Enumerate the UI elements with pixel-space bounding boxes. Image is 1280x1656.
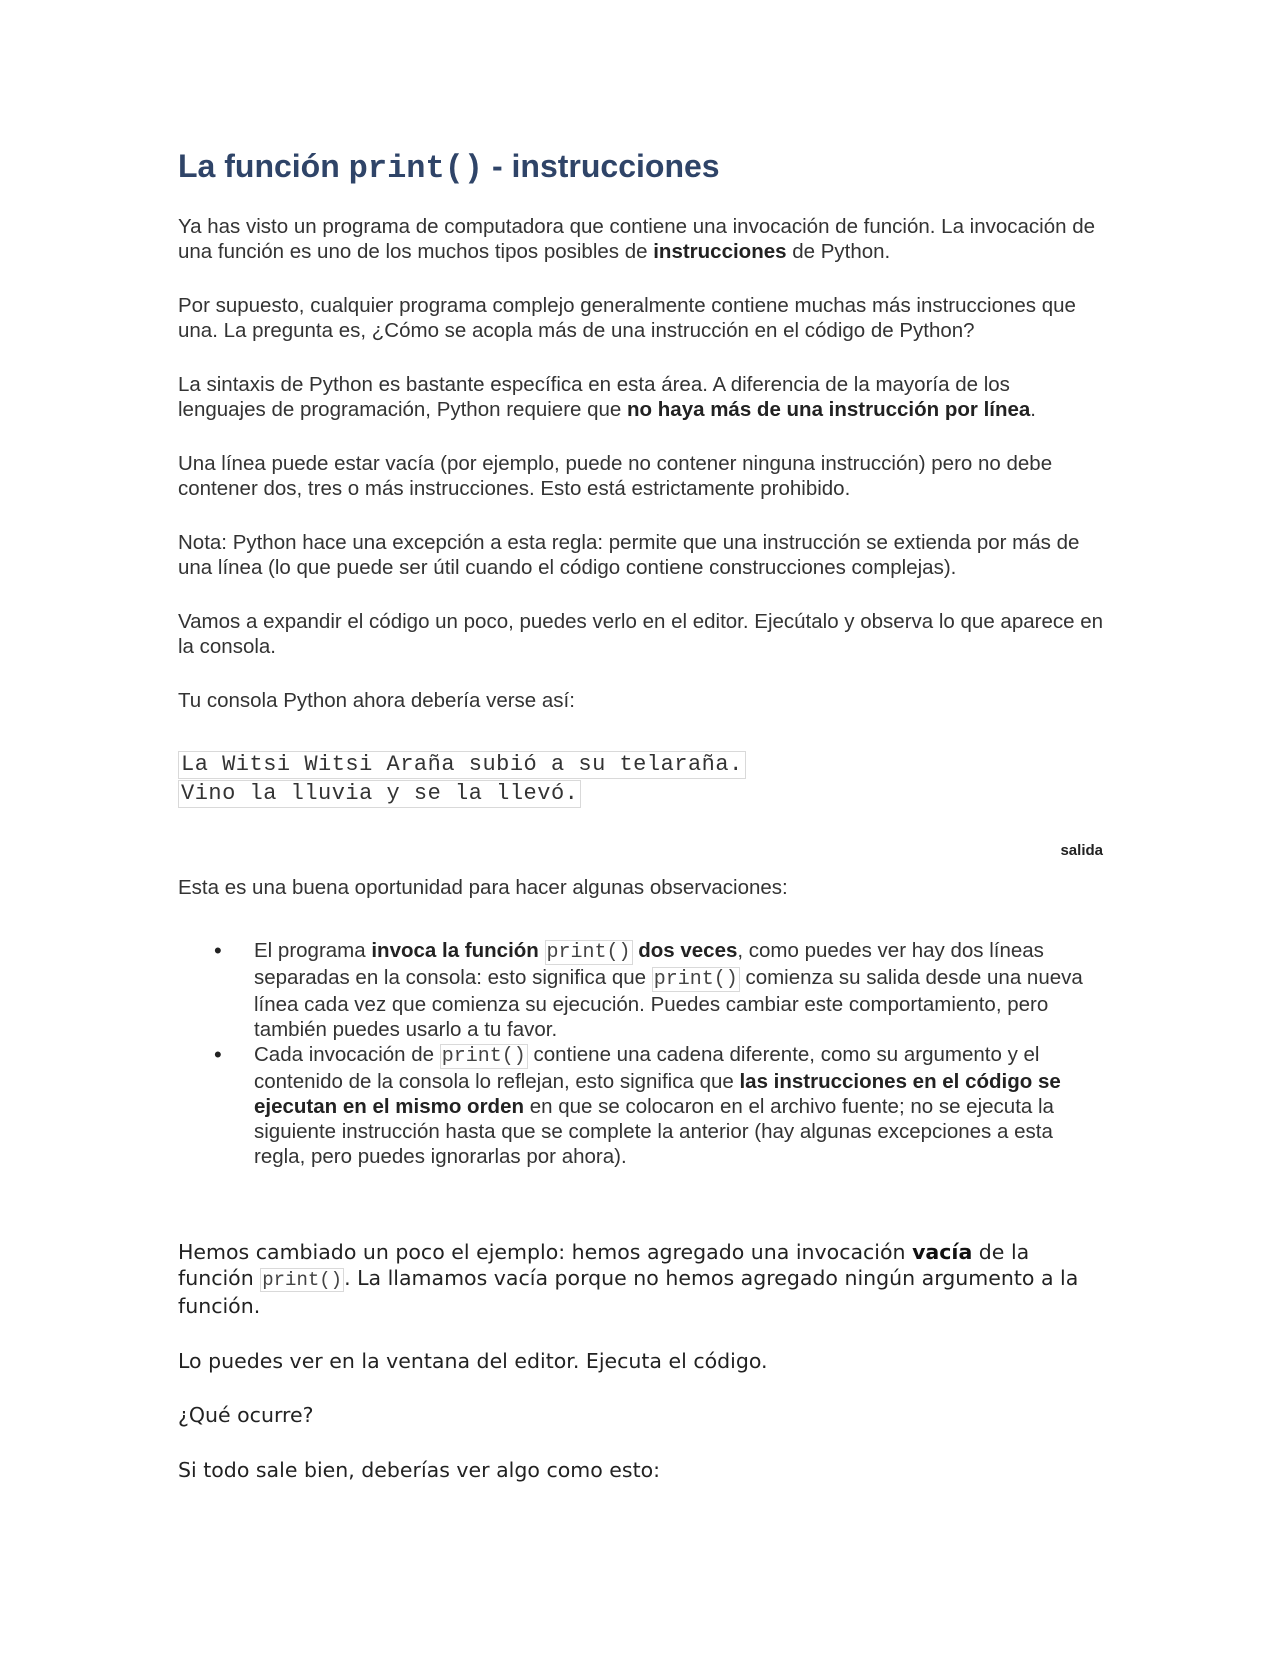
inline-code: print() bbox=[262, 1269, 343, 1291]
title-suffix: - instrucciones bbox=[483, 148, 720, 184]
paragraph-observations: Esta es una buena oportunidad para hacer algunas observaciones: bbox=[178, 876, 788, 899]
paragraph-empty-print bbox=[178, 1239, 1103, 1319]
list-item bbox=[178, 938, 1103, 1042]
text-run: en que se colocaron en el archivo fuente; no se ejecuta la siguiente instrucción hasta que se complete la anterior (hay algunas excepciones a esta regla, pero puedes ignorarlas por ahora). bbox=[254, 1095, 1054, 1168]
text-run: . bbox=[1030, 398, 1036, 421]
console-output-block bbox=[178, 751, 746, 808]
text-run: comienza su salida desde una nueva línea cada vez que comienza su ejecución. Puedes cambiar este comportamiento, pero también puedes usarlo a tu favor. bbox=[254, 966, 1083, 1041]
bold-text: no haya más de una instrucción por línea bbox=[627, 398, 1031, 421]
paragraph-expected: Si todo sale bien, deberías ver algo como esto: bbox=[178, 1458, 661, 1482]
output-caption: salida bbox=[1060, 842, 1103, 859]
list-item bbox=[178, 1042, 1103, 1169]
text-run: Ya has visto un programa de computadora que contiene una invocación de función. La invocación de una función es uno de los muchos tipos posibles de bbox=[178, 215, 1096, 263]
paragraph-editor: Lo puedes ver en la ventana del editor. Ejecuta el código. bbox=[178, 1349, 768, 1373]
bold-text: vacía bbox=[912, 1240, 973, 1264]
text-run: Hemos cambiado un poco el ejemplo: hemos agregado una invocación bbox=[178, 1240, 913, 1264]
paragraph-complex-programs: Por supuesto, cualquier programa complejo generalmente contiene muchas más instrucciones que una. La pregunta es, ¿Cómo se acopla más de una instrucción en el código de Python? bbox=[178, 294, 1076, 342]
inline-code: print() bbox=[546, 941, 631, 964]
bold-text: invoca la función bbox=[371, 939, 539, 962]
paragraph-note: Nota: Python hace una excepción a esta regla: permite que una instrucción se extienda por más de una línea (lo que puede ser útil cuando el código contiene construcciones complejas). bbox=[178, 531, 1080, 579]
text-run: contiene una cadena diferente, como su argumento y el contenido de la consola lo reflejan, esto significa que bbox=[254, 1043, 1040, 1093]
bold-text: instrucciones bbox=[653, 240, 787, 263]
paragraph-intro bbox=[178, 214, 1103, 264]
title-text: La función bbox=[178, 148, 349, 184]
title-code: print() bbox=[348, 150, 484, 187]
paragraph-expand-code: Vamos a expandir el código un poco, puedes verlo en el editor. Ejecútalo y observa lo que aparece en la consola. bbox=[178, 610, 1104, 658]
text-run: de Python. bbox=[786, 240, 891, 263]
text-run: . La llamamos vacía porque no hemos agregado ningún argumento a la función. bbox=[178, 1266, 1079, 1318]
observations-list bbox=[178, 938, 1103, 1169]
text-run: de la función bbox=[178, 1240, 1030, 1290]
page-title bbox=[178, 146, 720, 189]
paragraph-console-intro: Tu consola Python ahora debería verse así: bbox=[178, 689, 575, 712]
inline-code: print() bbox=[441, 1045, 526, 1068]
text-run: Cada invocación de bbox=[254, 1043, 440, 1066]
bold-text: dos veces bbox=[638, 939, 738, 962]
paragraph-question: ¿Qué ocurre? bbox=[178, 1403, 314, 1427]
console-line: La Witsi Witsi Araña subió a su telaraña. bbox=[178, 751, 746, 779]
text-run: , como puedes ver hay dos líneas separadas en la consola: esto significa que bbox=[254, 939, 1044, 989]
text-run: La sintaxis de Python es bastante específica en esta área. A diferencia de la mayoría de los lenguajes de programación, Python requiere que bbox=[178, 373, 1010, 421]
paragraph-empty-line: Una línea puede estar vacía (por ejemplo, puede no contener ninguna instrucción) pero no debe contener dos, tres o más instrucciones. Esto está estrictamente prohibido. bbox=[178, 452, 1053, 500]
inline-code: print() bbox=[653, 968, 738, 991]
paragraph-syntax bbox=[178, 372, 1103, 422]
text-run: El programa bbox=[254, 939, 372, 962]
console-line: Vino la lluvia y se la llevó. bbox=[178, 780, 581, 808]
bold-text: las instrucciones en el código se ejecutan en el mismo orden bbox=[254, 1070, 1061, 1118]
